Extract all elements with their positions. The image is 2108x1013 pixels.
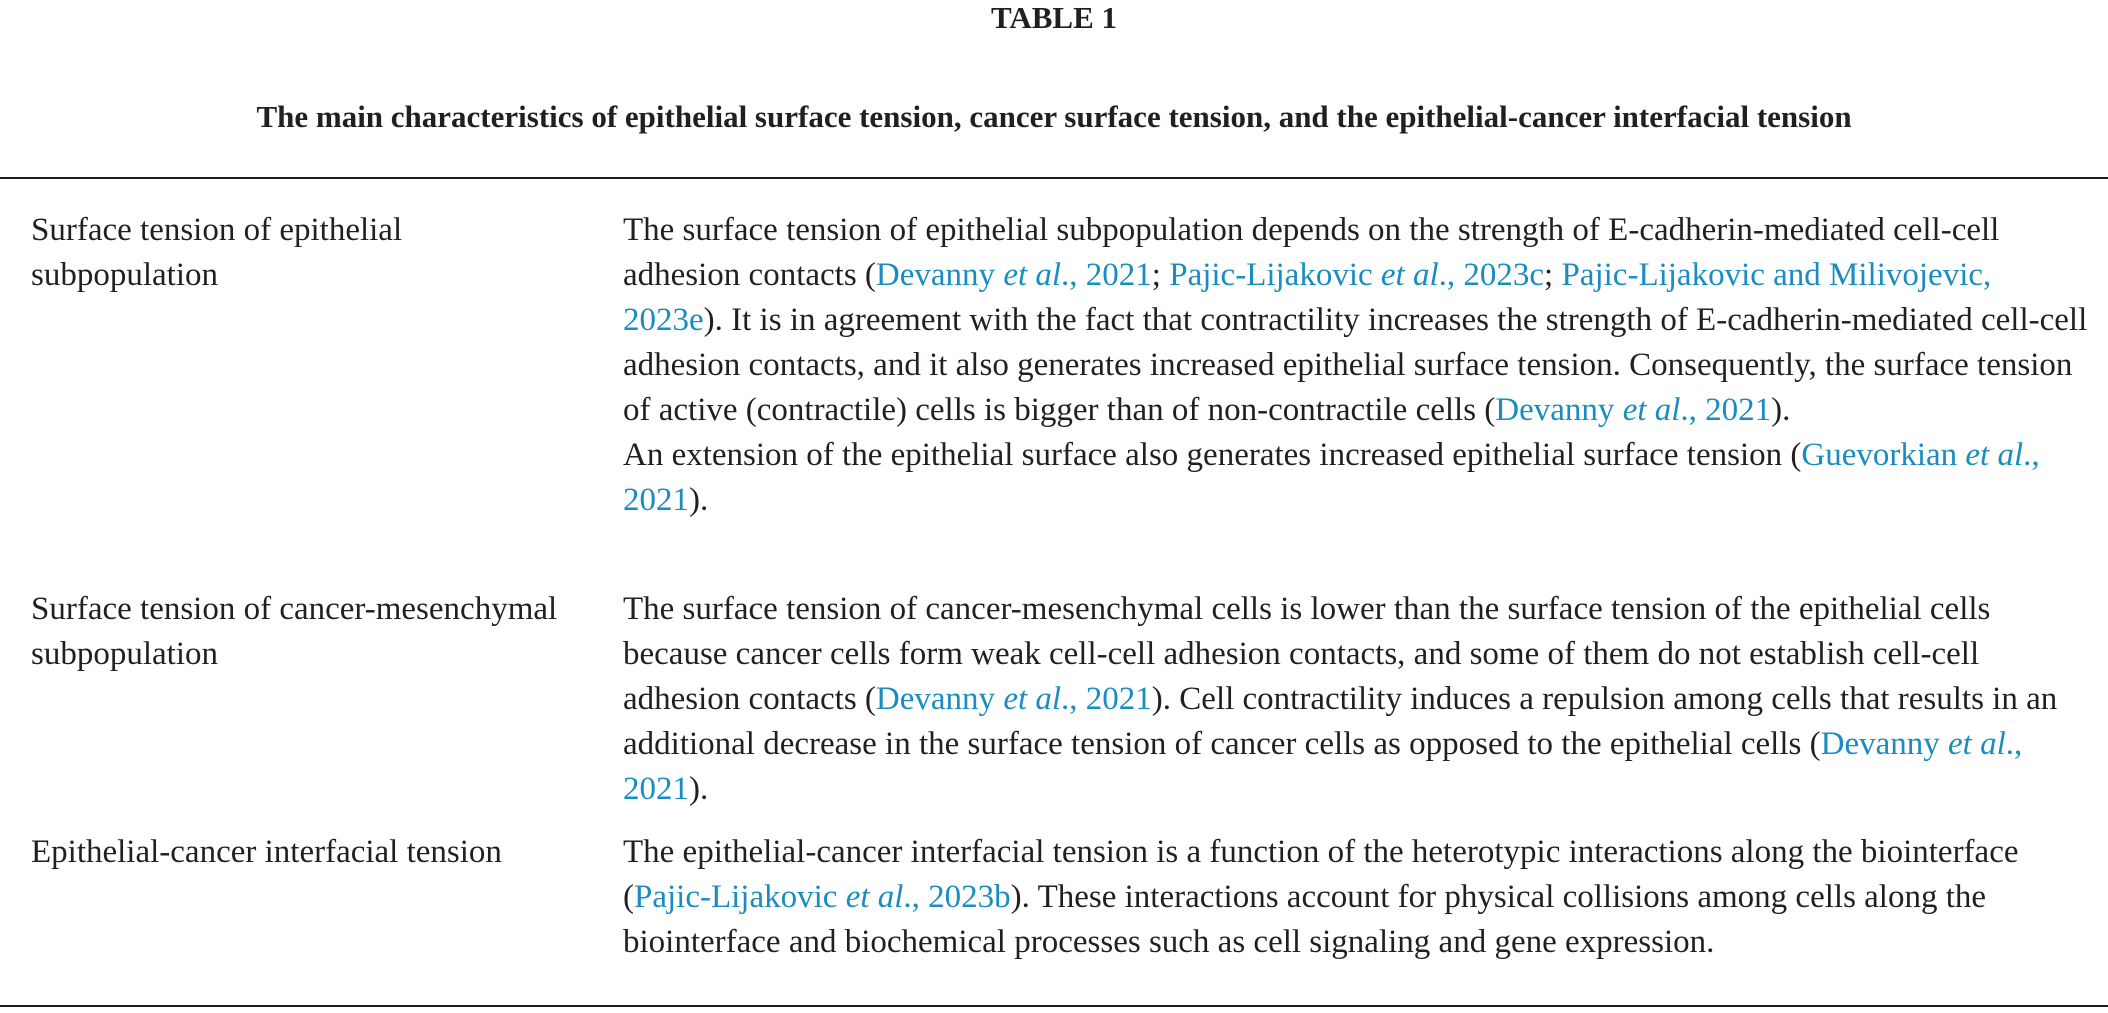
row-label-epithelial-surface-tension: Surface tension of epithelial subpopulation (31, 212, 403, 293)
citation-link[interactable]: Devanny et al., 2021 (875, 681, 1152, 717)
description-paragraph: The surface tension of epithelial subpopulation depends on the strength of E-cadherin-mediated cell-cell adhesion contacts (Devanny et al., 2021; Pajic-Lijakovic et al., 2023c; Pajic-Lijakovic and Milivojevic, 2023e). It is in agreement with the fact that contractility increases the strength of E-cadherin-mediated cell-cell adhesion contacts, and it also generates increased epithelial surface tension. Consequently, the surface tension of active (contractile) cells is bigger than of non-contractile cells (Devanny et al., 2021). (623, 212, 2088, 428)
table-top-rule (0, 177, 2108, 179)
citation-link[interactable]: Devanny et al., 2021 (1495, 392, 1772, 428)
citation-link[interactable]: Devanny et al., 2021 (623, 726, 2023, 807)
citation-link[interactable]: Pajic-Lijakovic et al., 2023b (634, 879, 1011, 915)
row-label-interfacial-tension: Epithelial-cancer interfacial tension (31, 834, 502, 870)
description-paragraph: An extension of the epithelial surface also generates increased epithelial surface tension (Guevorkian et al., 2021). (623, 437, 2040, 518)
table-bottom-rule (0, 1005, 2108, 1007)
citation-link[interactable]: Pajic-Lijakovic et al., 2023c (1169, 257, 1545, 293)
table-caption: The main characteristics of epithelial surface tension, cancer surface tension, and the epithelial-cancer interfacial tension (256, 99, 1852, 134)
citation-link[interactable]: Devanny et al., 2021 (875, 257, 1152, 293)
row-label-cancer-surface-tension: Surface tension of cancer-mesenchymal subpopulation (31, 591, 558, 672)
description-paragraph: The epithelial-cancer interfacial tension is a function of the heterotypic interactions along the biointerface (Pajic-Lijakovic et al., 2023b). These interactions account for physical collisions among cells along the biointerface and biochemical processes such as cell signaling and gene expression. (623, 834, 2019, 960)
row-description-cancer-surface-tension (623, 587, 2093, 812)
description-paragraph: The surface tension of cancer-mesenchymal cells is lower than the surface tension of the epithelial cells because cancer cells form weak cell-cell adhesion contacts, and some of them do not establish cell-cell adhesion contacts (Devanny et al., 2021). Cell contractility induces a repulsion among cells that results in an additional decrease in the surface tension of cancer cells as opposed to the epithelial cells (Devanny et al., 2021). (623, 591, 2058, 807)
row-description-epithelial-surface-tension (623, 208, 2093, 523)
row-description-interfacial-tension (623, 830, 2093, 965)
table-number: TABLE 1 (990, 0, 1118, 35)
citation-link[interactable]: Pajic-Lijakovic and Milivojevic, 2023e (623, 257, 1992, 338)
citation-link[interactable]: Guevorkian et al., 2021 (623, 437, 2040, 518)
